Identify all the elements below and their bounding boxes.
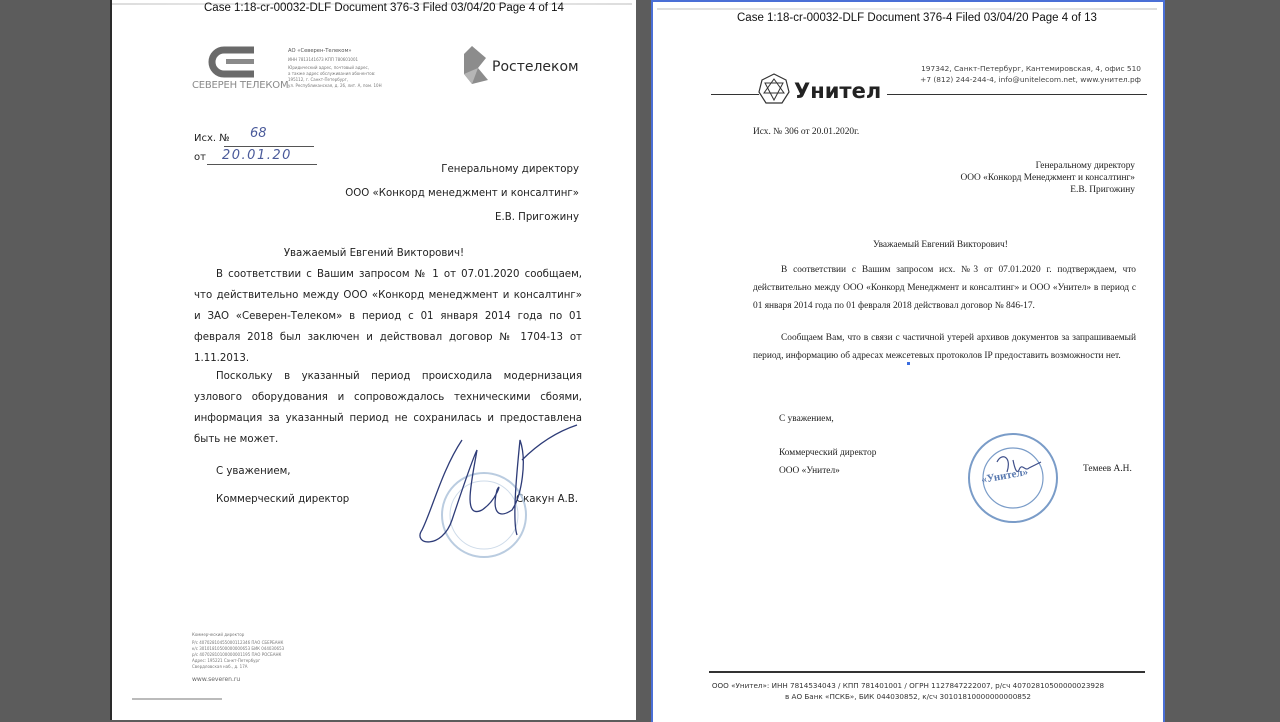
footer-details: Коммерческий директор Р/с 40702810455000112346 ПАО СБЕРБАНК к/с 30101810500000000653 БИК 044030653 р/с 40702810100000001195 ПАО РОСБАНК Адрес: 195221 Санкт-Петербург Свердловская наб., д. 17А (192, 632, 285, 669)
addressee-line: Е.В. Пригожину (1070, 185, 1135, 195)
unitel-logo-text: Унител (794, 79, 882, 103)
company-phone-email: +7 (812) 244-244-4, info@unitelecom.net, www.унител.рф (920, 75, 1141, 84)
closing: С уважением, (216, 466, 291, 477)
signature-with-stamp (402, 420, 592, 570)
addressee-line: Е.В. Пригожину (495, 212, 579, 223)
company-address: 197342, Санкт-Петербург, Кантемировская, 4, офис 510 (921, 64, 1141, 73)
case-header: Case 1:18-cr-00032-DLF Document 376-3 Filed 03/04/20 Page 4 of 14 (204, 2, 564, 14)
company-seal (967, 432, 1059, 524)
addressee-line: ООО «Конкорд менеджмент и консалтинг» (345, 188, 579, 199)
ref-line: Исх. № 306 от 20.01.2020г. (753, 127, 860, 137)
footer-url[interactable]: www.severen.ru (192, 676, 241, 683)
company-seal (442, 473, 526, 557)
rostelecom-logo-text: Ростелеком (492, 59, 579, 75)
body-paragraph: Сообщаем Вам, что в связи с частичной утерей архивов документов за запрашиваемый период, информацию об адресах межсетевых протоколов IP предоставить возможности нет. (753, 333, 1136, 361)
right-document-page (651, 0, 1165, 722)
addressee-line: ООО «Конкорд Менеджмент и консалтинг» (960, 173, 1135, 183)
signer-name: Скакун А.В. (516, 494, 579, 505)
salutation: Уважаемый Евгений Викторович! (873, 240, 1008, 250)
footer-line: ООО «Унител»: ИНН 7814534043 / КПП 781401001 / ОГРН 1127847222007, р/сч 40702810500000023928 (711, 681, 1105, 690)
ref-number-line (224, 146, 314, 147)
date-label: от (194, 152, 206, 163)
unitel-logo-icon (757, 72, 791, 106)
salutation: Уважаемый Евгений Викторович! (283, 248, 465, 259)
addressee-line: Генеральному директору (1035, 161, 1135, 171)
rostelecom-logo (464, 46, 594, 86)
case-header: Case 1:18-cr-00032-DLF Document 376-4 Filed 03/04/20 Page 4 of 13 (737, 12, 1097, 24)
addressee-block (345, 158, 579, 230)
body-paragraph: Поскольку в указанный период происходила модернизация узлового оборудования и сопровождалось техническими сбоями, информация за указанный период не сохранилась и предоставлена быть не может. (194, 371, 582, 445)
addressee-line: Генеральному директору (441, 164, 579, 175)
signer-company: ООО «Унител» (779, 466, 840, 476)
closing: С уважением, (779, 414, 834, 424)
scan-edge (657, 8, 1157, 10)
signer-title: Коммерческий директор (779, 448, 877, 458)
body-paragraph: В соответствии с Вашим запросом исх. №3 от 07.01.2020 г. подтверждаем, что действительно между ООО «Конкорд Менеджмент и консалтинг» и ООО «Унител» в период с 01 января 2014 года по 01 февраля 2018 действовал договор № 846-17. (753, 265, 1136, 311)
date-line (207, 164, 317, 165)
footer-line: в АО Банк «ПСКБ», БИК 044030852, к/сч 30101810000000000852 (785, 692, 1031, 701)
ref-number-label: Исх. № (194, 133, 230, 144)
header-rule-right (887, 94, 1147, 95)
header-rule-left (711, 94, 759, 95)
footer-bank-details (653, 680, 1163, 702)
signer-name: Темеев А.Н. (1083, 464, 1132, 474)
company-contacts (920, 63, 1141, 85)
cursor-marker (907, 362, 910, 365)
severen-details: ИНН 7813141673 КПП 780601001 Юридический адрес, почтовый адрес, а также адрес обслуживания абонентов: 195112, г. Санкт-Петербург, ул. Республиканская, д. 26, лит. А, пом. 10Н (288, 57, 382, 88)
severen-company: АО «Северен-Телеком» (288, 48, 352, 54)
signer-title: Коммерческий директор (216, 494, 350, 505)
severen-logo (192, 46, 289, 94)
footer-rule (709, 671, 1145, 673)
body-paragraph: В соответствии с Вашим запросом № 1 от 07.01.2020 сообщаем, что действительно между ООО «Конкорд менеджмент и консалтинг» и ЗАО «Северен-Телеком» в период с 01 января 2014 года по 01 февраля 2018 был заключен и действовал договор № 1704-13 от 1.11.2013. (194, 269, 582, 364)
ref-number-handwritten: 68 (250, 126, 267, 141)
addressee-block (960, 160, 1135, 196)
rostelecom-logo-icon (464, 46, 488, 84)
date-handwritten: 20.01.20 (222, 148, 292, 163)
severen-logo-text: СЕВЕРЕН ТЕЛЕКОМ (192, 80, 289, 91)
seal-text: «Унител» (980, 465, 1029, 487)
left-document-page (110, 0, 636, 720)
